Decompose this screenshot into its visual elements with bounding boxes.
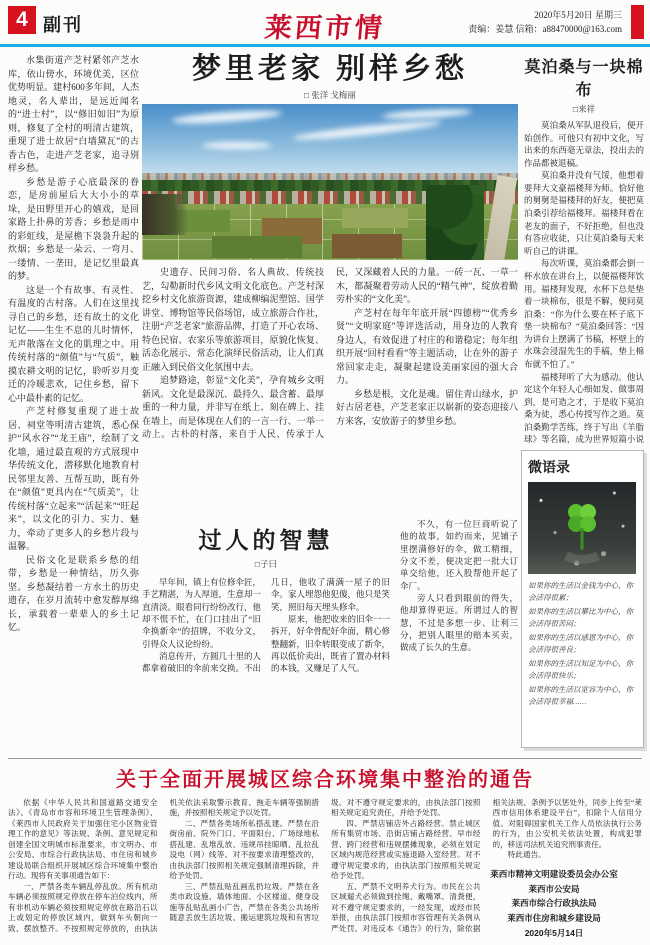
section-divider	[8, 758, 642, 759]
paragraph: 追梦路途，彰显“文化美”，孕育城乡文明新风。文化是最深沉、最持久、最含蓄、最厚重的一种力量，并非写在纸上、刻在碑上、挂在墙上，而是体现在人们的一言一行、一举一动上。古朴的村落，来自于人民、传承于人民，又深藏着人民的力量。一砖一瓦、一草一木，都凝聚着劳动人民的“精气神”，绽放着勤劳朴实的“文化美”。	[142, 267, 518, 439]
paragraph: 这是一个有故事、有灵性、有温度的古村落。人们在这里找寻自己的乡愁，还有故土的文化记忆——生生不息的儿时情怀，无声散落在文化的肌理之中。用传统村落的“颜值”与“气质”，触摸农耕文明的记忆，聆听岁月变迁的冷暖悲欢，记住乡愁，留下心中最朴素的记忆。	[8, 284, 139, 403]
paragraph: 不久，有一位巨商听说了他的故事，如约而来，见铺子里摆满修好的伞，做工精细，分文不差，便决定把一批大订单交给他，还入股帮他开起了伞厂。	[400, 519, 518, 591]
photo-left-trees	[142, 194, 188, 235]
paragraph: 特此通告。	[507, 850, 546, 860]
wisdom-article-columns	[142, 576, 390, 756]
section-title: 副刊	[43, 15, 83, 35]
paragraph: 民俗文化是联系乡愁的纽带，乡愁是一种情结，历久弥坚。乡愁凝结着一方水土的历史遗存，在岁月流转中愈发醇厚绵长，承载着一辈辈人的乡土记忆。	[8, 554, 139, 632]
wisdom-article-title: 过人的智慧	[198, 527, 334, 553]
paragraph: 乡愁是游子心底最深的眷恋，是房前屋后大大小小的草垛，是田野里开心的嬉戏，是回家路上扑鼻的芳香；乡愁是雨中的彩虹线，是屋檐下袅袅升起的炊烟；乡愁是一朵云、一弯月、一缕情、一垄田，是记忆里最真的梦。	[8, 176, 139, 281]
home-article-title: 梦里老家 别样乡愁	[191, 53, 469, 85]
signature-line: 莱西市住房和城乡建设局	[507, 913, 601, 924]
weiyulu-quotes	[528, 580, 637, 708]
paragraph: 早年间，镇上有位修伞匠，手艺精湛，为人厚道，生意却一直清淡。眼看同行纷纷改行，他却不慌不忙，在门口挂出了“旧伞换新伞”的招牌，不收分文，引得众人议论纷纷。	[142, 577, 262, 649]
home-article-byline: □ 张洋 戈梅丽	[304, 89, 356, 100]
maupassant-article-byline: □来祥	[572, 104, 596, 114]
field-patch	[332, 234, 402, 258]
paragraph: 四、严禁店铺店外占路经营。禁止城区所有集贸市场、沿街店铺占路经营、早市经营、跨门经营和违规摆摊现象，必须在划定区域内规范经营或实施退路入室经营。对不遵守规定要求的，由执法部门按照相关规定给予处罚。	[331, 818, 481, 881]
page-number-badge: 4	[8, 6, 36, 34]
paragraph: 五、严禁不文明养犬行为。市民在公共区域遛犬必须做到拴绳、戴嘴罩、清粪便，对不遵守规定要求的，一经发现，或经市民举报，由执法部门按照市容管理有关条例从严处罚。对违反本《通告》的行为，除依据相关法规、条例予以惩处外，同步上传至“莱西市信用体系建设平台”，扣除个人信用分值。对阻碍国家机关工作人员依法执行公务的行为，由公安机关依法处置，构成犯罪的，移送司法机关追究刑事责任。	[331, 798, 642, 933]
maupassant-article-title: 莫泊桑与一块棉布	[524, 59, 644, 99]
quote-line: 如果你的生活以金钱为中心，你会活得很累；	[528, 581, 633, 602]
quote-line: 如果你的生活以知足为中心，你会活得很快乐；	[528, 659, 633, 680]
wisdom-article-byline: □子曰	[254, 559, 278, 569]
paragraph: 三、严禁乱贴乱画乱扔垃圾。严禁在各类市政设施、墙体地面、小区楼道、健身设施等乱贴乱画小广告，严禁在各类公共场所随意丢放生活垃圾、搬运建筑垃圾和有害垃圾。对不遵守规定要求的，由执法部门按照相关规定追究责任，并给予处罚。	[169, 798, 481, 923]
header-rule	[0, 44, 650, 47]
masthead-logo: 莱西市情	[263, 13, 387, 44]
clover-illustration	[528, 482, 636, 574]
maupassant-article-body	[524, 119, 644, 446]
paragraph: 消息传开，方圆几十里的人都拿着破旧的伞前来交换。不出几日，他收了满满一屋子的旧伞。家人埋怨他犯傻，他只是笑笑，照旧每天埋头修伞。	[142, 577, 390, 674]
paragraph: 产芝村修复重现了进士故居、祠堂等明清古建筑，悉心保护“风水谷”“龙王庙”，绘制了文化墙，通过最直观的方式展现中华传统文化，潜移默化地教育村民邻里友善、互帮互助，既有外在“颜值”更具内在“气质美”，让传统村落“立起来”“活起来”“旺起来”，以文化的引力、实力、魅力，牵动了更多人的乡愁片段与温馨。	[8, 406, 139, 551]
home-article-middle-columns	[142, 266, 518, 512]
maupassant-article	[524, 54, 644, 446]
paragraph: 福楼拜听了大为感动。他认定这个年轻人心细如发、做事周到，是可造之才，于是收下莫泊桑为徒，悉心传授写作之道。莫泊桑勤学苦练，终于写出《羊脂球》等名篇，成为世界短篇小说	[524, 371, 644, 445]
signature-line: 莱西市公安局	[528, 883, 580, 894]
paragraph: 乡愁是根，文化是魂。留住青山绿水，护好古居老巷，产芝老家正以崭新的姿态迎接八方来客，安放游子的梦里乡愁。	[336, 388, 518, 426]
field-patch	[342, 208, 408, 228]
paragraph: 依据《中华人民共和国道路交通安全法》、《青岛市市容和环境卫生管理条例》、《莱西市人民政府关于加强住宅小区物业管理工作的意见》等法规、条例、意见规定和创建全国文明城市标准要求，市文明办、市公安局、市综合行政执法局、市住房和城乡建设局联合组织开展城区综合环境集中整治行动。现将有关事项通告如下：	[8, 798, 158, 881]
corner-red-bar	[631, 5, 644, 39]
signature-line: 莱西市综合行政执法局	[511, 898, 597, 909]
quote-line: 如果你的生活以宽容为中心，你会活得很幸福……	[528, 685, 633, 706]
photo-right-trees	[426, 185, 484, 260]
cloud-shape	[172, 108, 282, 126]
wisdom-article-side-column	[400, 518, 518, 756]
wisdom-article-header	[142, 522, 390, 570]
wisdom-article	[142, 518, 518, 756]
paragraph: 莫泊桑从军队退役后，便开始创作。可他只有初中文化，写出来的东西毫无章法，投出去的作品都被退稿。	[524, 120, 644, 168]
signature-date: 2020年5月14日	[524, 928, 584, 939]
quote-line: 如果你的生活以感恩为中心，你会活得很善良；	[528, 633, 633, 654]
village-aerial-photo	[142, 104, 518, 260]
public-notice	[8, 763, 642, 941]
home-article-header	[142, 54, 518, 100]
quote-line: 如果你的生活以攀比为中心，你会活得很苦闷；	[528, 607, 633, 628]
cloud-shape	[382, 108, 472, 121]
notice-signatures	[470, 867, 638, 941]
cloud-shape	[202, 142, 272, 149]
weiyulu-title: 微语录	[528, 459, 570, 475]
date-editor-block	[422, 9, 622, 37]
photo-sky	[142, 104, 518, 176]
signature-line: 莱西市精神文明建设委员会办公室	[490, 868, 618, 879]
paragraph: 产芝村在每年年底开展“四德榜”“优秀乡贤”“文明家庭”等评选活动，用身边的人教育身边人，有效促进了村庄的和谐稳定；每年组织开展“回村看看”等主题活动，让在外的游子常回家走走，凝聚起建设美丽家园的强大合力。	[336, 307, 518, 385]
page-header	[0, 0, 650, 46]
paragraph: 水集街道产芝村紧邻产芝水库，依山傍水，环境优美，区位优势明显。建村600多年间，人杰地灵，名人辈出，是远近闻名的“进士村”，以“修旧如旧”为原则，修复了全村的明清古建筑，重现了进士故居“白墙黛瓦”的古香古色，走进产芝老家，追寻别样乡愁。	[8, 55, 139, 173]
cloud-shape	[292, 118, 442, 143]
paragraph: 莫泊桑并没有气馁，他想着要拜大文豪福楼拜为师。恰好他的舅舅是福楼拜的好友，便把莫泊桑引荐给福楼拜。福楼拜看在老友的面子，不好拒绝，但也没有答应收徒，只让莫泊桑每天来听自己的讲课。	[524, 170, 644, 256]
paragraph: 每次听课，莫泊桑都会倒一杯水放在讲台上，以便福楼拜饮用。福楼拜发现，水杯下总是垫着一块棉布，很是不解，便问莫泊桑：“你为什么要在杯子底下垫一块棉布？”莫泊桑回答：“因为讲台上摆满了书稿，杯壁上的水珠会浸湿先生的手稿，垫上棉布就不怕了。”	[524, 258, 644, 369]
weiyulu-box	[521, 450, 644, 748]
notice-title: 关于全面开展城区综合环境集中整治的通告	[116, 769, 534, 791]
paragraph: 原来，他把收来的旧伞一一拆开，好伞骨配好伞面，精心修整翻新，旧伞转眼变成了新伞，再以低价卖出，既省了置办材料的本钱，又赚足了人气。	[271, 613, 390, 674]
paragraph: 旁人只看到眼前的得失，他却算得更远。所谓过人的智慧，不过是多想一步、让利三分，把别人眼里的赔本买卖，做成了长久的生意。	[400, 592, 518, 653]
paragraph: 史遗存、民间习俗、名人典故、传统技艺，勾勒新时代乡风文明文化底色。产芝村深挖乡村文化旅游资源，建成柳编泥塑馆、国学讲堂、博物馆等民俗场馆，成立旅游合作社，注册“产芝老家”旅游品牌，打造了开心农场、特色民宿、农家乐等旅游项目，原貌化恢复、活态化展示、常态化演绎民俗活动，让人们真正融入到民俗文化氛围中去。	[142, 267, 324, 372]
issue-date: 2020年5月20日 星期三	[534, 10, 622, 20]
home-article-left-column	[8, 54, 139, 756]
field-patch	[212, 236, 302, 258]
paragraph: 一、严禁各类车辆乱停乱放。所有机动车辆必须按照规定停放在停车泊位线内，所有非机动车辆必须按照规定停放在路沿石以上或划定的停放区域内，做到车头朝向一致、摆放整齐。不按照规定停放的，由执法机关依法采取警示教育、拖走车辆等强制措施，并按照相关规定予以处罚。	[8, 798, 319, 933]
editor-contact: 责编：姜慧 信箱：a88470000@163.com	[468, 23, 622, 34]
paragraph: 二、严禁各类场所私搭乱建。严禁在沿街房前、院外门口、平面阳台、广场绿地私搭乱建、乱堆乱放、违规吊挂晾晒、乱拉乱设电（网）线等。对不按要求清理整改的，由执法部门按照相关规定强制清理拆除，并给予处罚。	[169, 818, 319, 881]
clover-sprout-photo	[528, 482, 636, 574]
